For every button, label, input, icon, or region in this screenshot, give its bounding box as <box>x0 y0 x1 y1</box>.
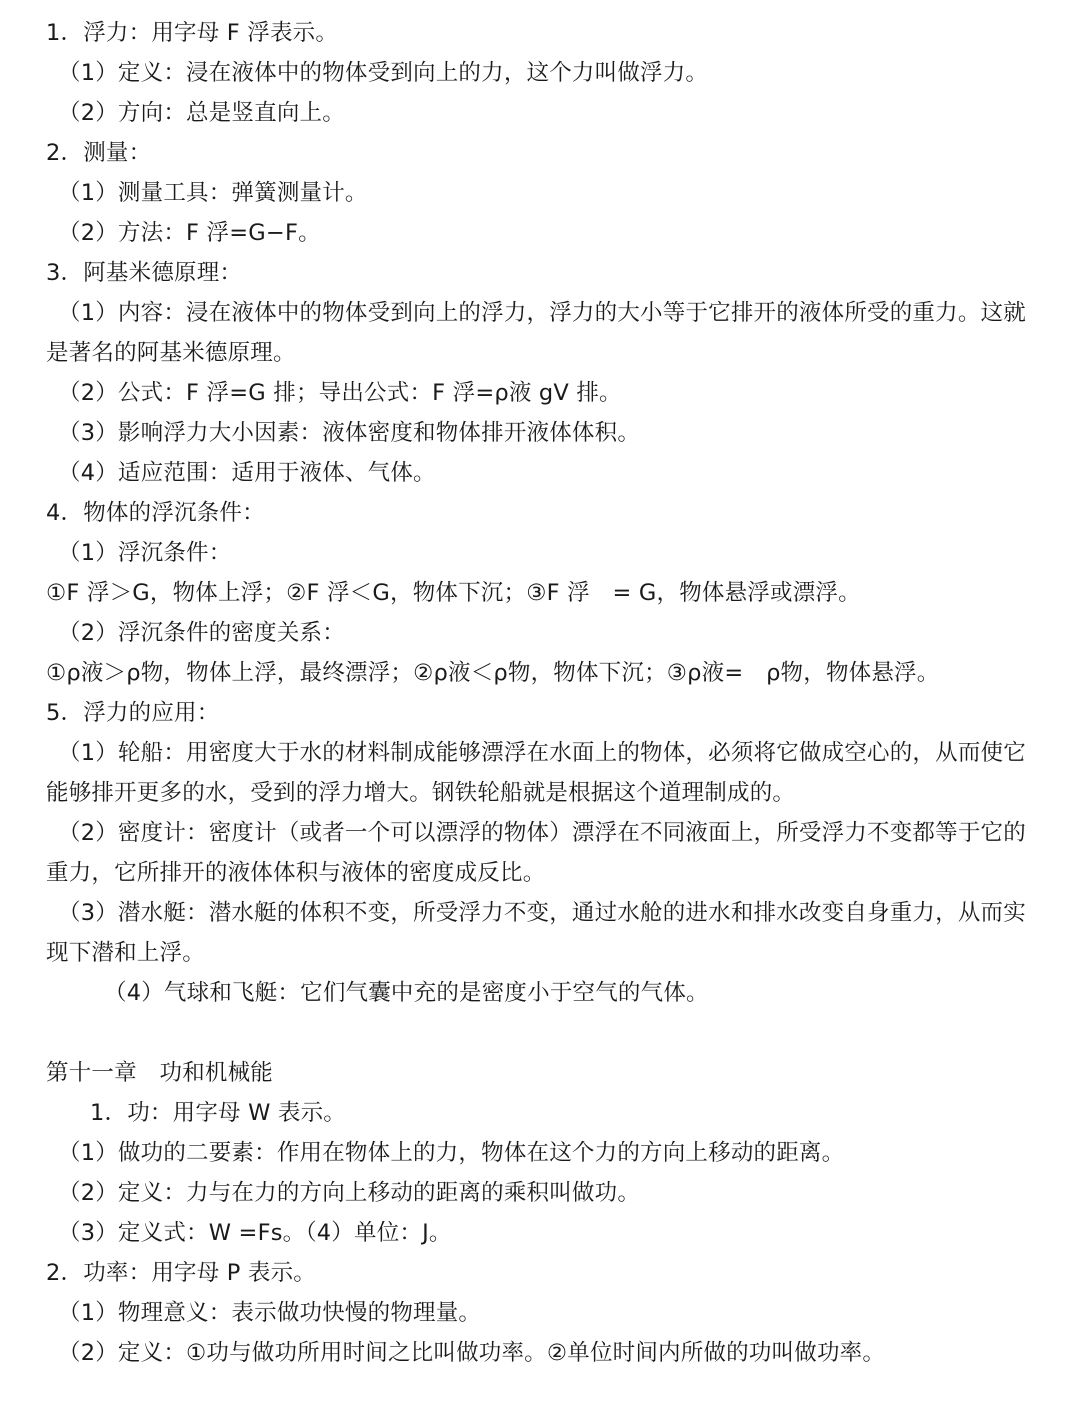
archimedes-heading: 3．阿基米德原理： <box>46 260 243 286</box>
application-submarine-cont: 现下潜和上浮。 <box>46 940 205 966</box>
application-ship-cont: 能够排开更多的水，受到的浮力增大。钢铁轮船就是根据这个道理制成的。 <box>46 780 796 806</box>
float-sink-conditions: （1）浮沉条件： <box>58 540 232 566</box>
chapter-11-title: 第十一章 功和机械能 <box>46 1060 274 1086</box>
float-sink-force-cases: ①F 浮＞G，物体上浮；②F 浮＜G，物体下沉；③F 浮 = G，物体悬浮或漂浮。 <box>46 580 861 606</box>
application-hydrometer: （2）密度计：密度计（或者一个可以漂浮的物体）漂浮在不同液面上，所受浮力不变都等于它的 <box>58 820 1026 846</box>
archimedes-factors: （3）影响浮力大小因素：液体密度和物体排开液体体积。 <box>58 420 641 446</box>
work-heading: 1．功：用字母 W 表示。 <box>90 1100 346 1126</box>
work-formula-unit: （3）定义式：W =Fs。（4）单位：J。 <box>58 1220 452 1246</box>
buoyancy-heading: 1．浮力：用字母 F 浮表示。 <box>46 20 339 46</box>
measurement-method: （2）方法：F 浮=G−F。 <box>58 220 321 246</box>
application-submarine: （3）潜水艇：潜水艇的体积不变，所受浮力不变，通过水舱的进水和排水改变自身重力，从而实 <box>58 900 1026 926</box>
applications-heading: 5．浮力的应用： <box>46 700 220 726</box>
application-hydrometer-cont: 重力，它所排开的液体体积与液体的密度成反比。 <box>46 860 546 886</box>
float-sink-density-cases: ①ρ液＞ρ物，物体上浮，最终漂浮；②ρ液＜ρ物，物体下沉；③ρ液= ρ物，物体悬浮。 <box>46 660 940 686</box>
float-sink-density-relation: （2）浮沉条件的密度关系： <box>58 620 345 646</box>
application-balloon: （4）气球和飞艇：它们气囊中充的是密度小于空气的气体。 <box>104 980 709 1006</box>
archimedes-scope: （4）适应范围：适用于液体、气体。 <box>58 460 436 486</box>
measurement-tool: （1）测量工具：弹簧测量计。 <box>58 180 368 206</box>
archimedes-formula: （2）公式：F 浮=G 排；导出公式：F 浮=ρ液 gV 排。 <box>58 380 622 406</box>
work-elements: （1）做功的二要素：作用在物体上的力，物体在这个力的方向上移动的距离。 <box>58 1140 845 1166</box>
measurement-heading: 2．测量： <box>46 140 152 166</box>
power-definition: （2）定义：①功与做功所用时间之比叫做功率。②单位时间内所做的功叫做功率。 <box>58 1340 886 1366</box>
application-ship: （1）轮船：用密度大于水的材料制成能够漂浮在水面上的物体，必须将它做成空心的，从而使它 <box>58 740 1026 766</box>
power-meaning: （1）物理意义：表示做功快慢的物理量。 <box>58 1300 482 1326</box>
archimedes-content-cont: 是著名的阿基米德原理。 <box>46 340 296 366</box>
buoyancy-definition: （1）定义：浸在液体中的物体受到向上的力，这个力叫做浮力。 <box>58 60 709 86</box>
power-heading: 2．功率：用字母 P 表示。 <box>46 1260 316 1286</box>
work-definition: （2）定义：力与在力的方向上移动的距离的乘积叫做功。 <box>58 1180 641 1206</box>
float-sink-heading: 4．物体的浮沉条件： <box>46 500 265 526</box>
buoyancy-direction: （2）方向：总是竖直向上。 <box>58 100 345 126</box>
archimedes-content: （1）内容：浸在液体中的物体受到向上的浮力，浮力的大小等于它排开的液体所受的重力。这就 <box>58 300 1026 326</box>
